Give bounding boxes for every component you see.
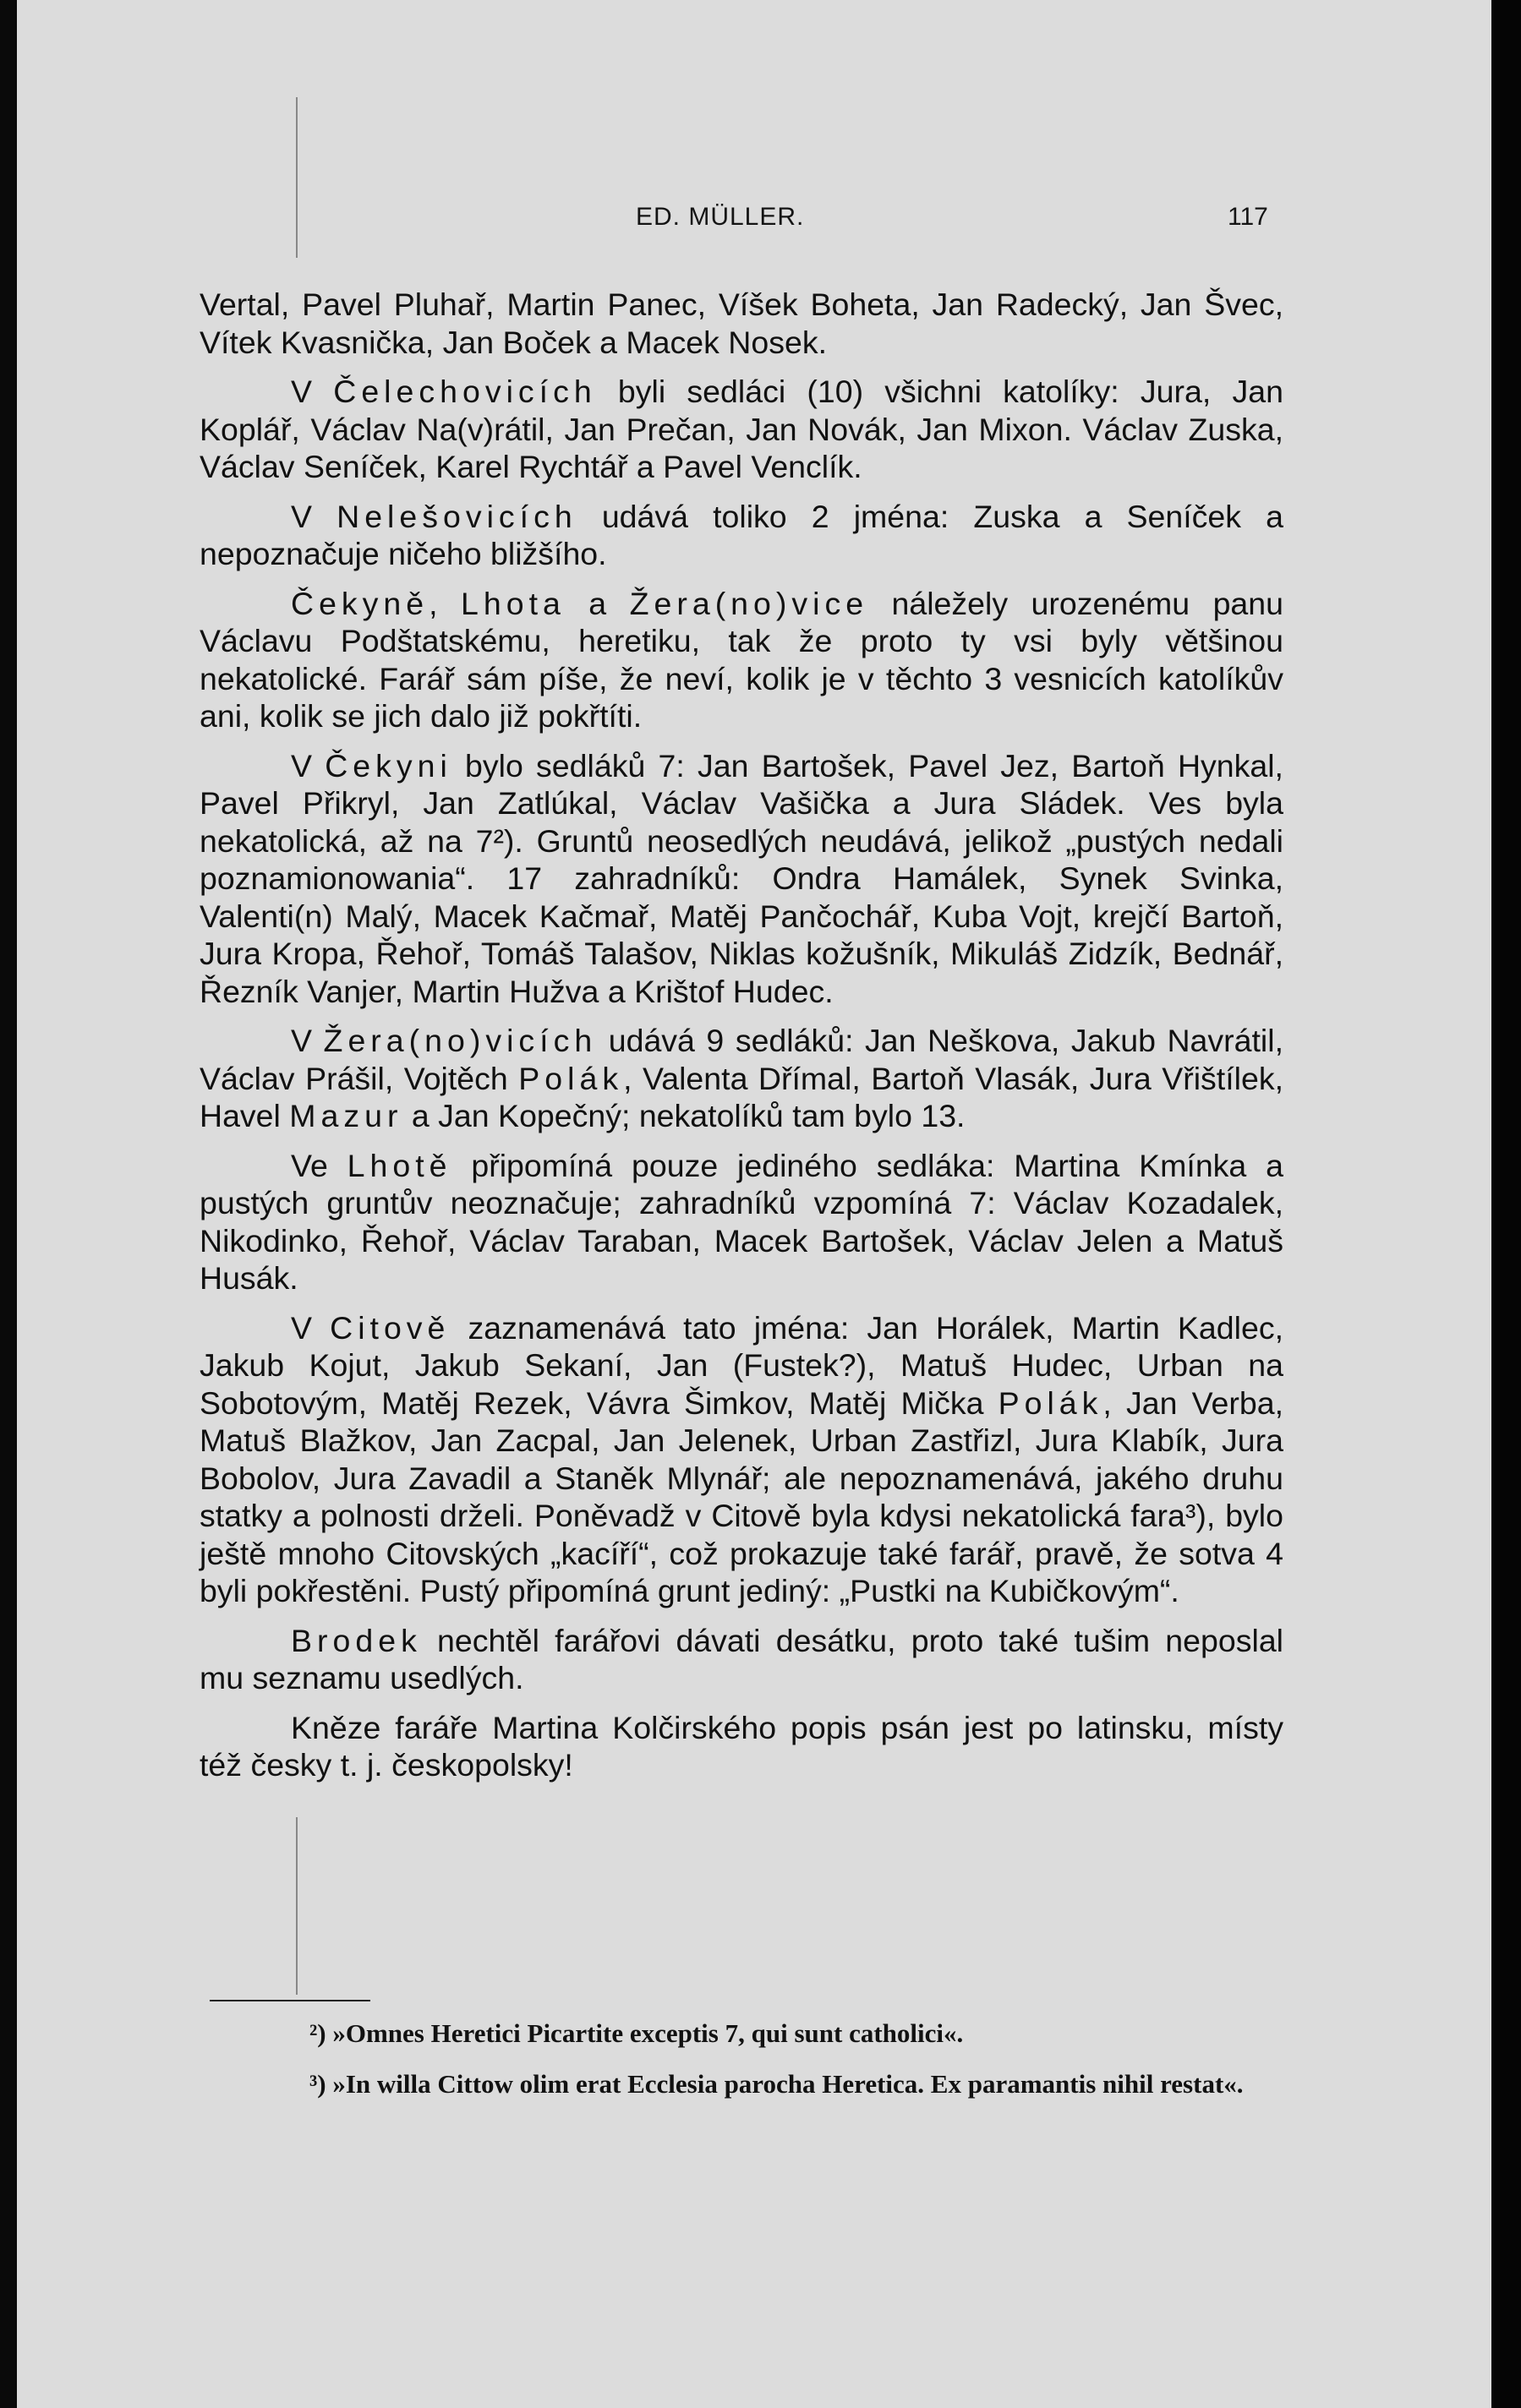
text-run: zaznamenává tato jména: Jan Horálek, Martin Kadlec, Jakub Kojut, Jakub Sekaní, Jan (Fustek?), Matuš Hudec, Urban na Sobotovým, Matěj Rezek, Vávra Šimkov, Matěj Mička <box>200 1309 1283 1421</box>
spaced-name: Lhota <box>461 585 566 621</box>
text-run: a Jan Kopečný; nekatolíků tam bylo 13. <box>402 1098 966 1133</box>
text-run: , Valenta Dřímal, Bartoň Vlasák, Jura Vřištílek, Havel <box>200 1060 1283 1133</box>
text-run: nechtěl farářovi dávati desátku, proto také tušim neposlal mu seznamu usedlých. <box>200 1622 1283 1695</box>
margin-mark <box>296 1817 298 1995</box>
footnote: ²) »Omnes Heretici Picartite exceptis 7, qui sunt catholici«. <box>309 2018 964 2048</box>
footnote-rule <box>210 2000 370 2001</box>
text-run: Ve <box>291 1147 347 1183</box>
text-run: udává toliko 2 jména: Zuska a Seníček a nepoznačuje ničeho bližšího. <box>200 498 1283 571</box>
scan-left-border <box>0 0 17 2408</box>
text-run: V <box>291 747 326 784</box>
body-text <box>200 286 1283 1796</box>
page-number: 117 <box>1228 203 1268 231</box>
spaced-name: Brodek <box>291 1622 422 1658</box>
text-run: V <box>291 1023 324 1058</box>
paragraph <box>200 1022 1283 1135</box>
spaced-name: Žera(no)vicích <box>323 1023 598 1058</box>
spaced-name: Polák <box>518 1060 624 1096</box>
paragraph <box>200 286 1283 361</box>
text-run: bylo sedláků 7: Jan Bartošek, Pavel Jez, Bartoň Hynkal, Pavel Přikryl, Jan Zatlúkal, Václav Vašička a Jura Sládek. Ves byla nekatolická, až na 7²). Gruntů neosedlých neudává, jelikož „pustých nedali poznamionowania“. 17 zahradníků: Ondra Hamálek, Synek Svinka, Valenti(n) Malý, Macek Kačmař, Matěj Pančochář, Kuba Vojt, krejčí Bartoň, Jura Kropa, Řehoř, Tomáš Talašov, Niklas kožušník, Mikuláš Zidzík, Bednář, Řezník Vanjer, Martin Hužva a Krištof Hudec. <box>200 747 1283 1009</box>
paragraph <box>200 1709 1283 1784</box>
text-run: , Jan Verba, Matuš Blažkov, Jan Zacpal, Jan Jelenek, Urban Zastřizl, Jura Klabík, Jura Bobolov, Jura Zavadil a Staněk Mlynář; ale nepoznamenává, jakého druhu statky a polnosti drželi. Poněvadž v Citově byla kdysi nekatolická fara³), bylo ještě mnoho Citovských „kacíří“, což prokazuje také farář, pravě, že sotva 4 byli pokřestěni. Pustý připomíná grunt jediný: „Pustki na Kubičkovým“. <box>200 1384 1283 1608</box>
text-run: Vertal, Pavel Pluhař, Martin Panec, Víšek Boheta, Jan Radecký, Jan Švec, Vítek Kvasnička, Jan Boček a Macek Nosek. <box>200 287 1283 360</box>
spaced-name: Mazur <box>289 1098 403 1133</box>
text-run: a <box>565 585 630 621</box>
text-run: byli sedláci (10) všichni katolíky: Jura, Jan Koplář, Václav Na(v)rátil, Jan Prečan, Jan Novák, Jan Mixon. Václav Zuska, Václav Seníček, Karel Rychtář a Pavel Venclík. <box>200 374 1283 484</box>
paragraph <box>200 1147 1283 1297</box>
spaced-name: Citově <box>330 1309 451 1346</box>
text-run: Kněze faráře Martina Kolčirského popis psán jest po latinsku, místy též česky t. j. českopolsky! <box>200 1709 1283 1783</box>
running-head-title: ED. MÜLLER. <box>636 203 805 231</box>
scan-right-border <box>1491 0 1521 2408</box>
spaced-name: Čelechovicích <box>333 374 597 409</box>
book-page <box>17 0 1491 2408</box>
text-run: V <box>291 374 334 409</box>
footnote: ³) »In willa Cittow olim erat Ecclesia parocha Heretica. Ex paramantis nihil restat«. <box>309 2069 1244 2099</box>
spaced-name: Nelešovicích <box>336 498 577 534</box>
paragraph <box>200 585 1283 735</box>
text-run: udává 9 sedláků: Jan Neškova, Jakub Navrátil, Václav Prášil, Vojtěch <box>200 1023 1283 1096</box>
text-run: V <box>291 498 337 534</box>
paragraph <box>200 373 1283 486</box>
paragraph <box>200 1309 1283 1610</box>
spaced-name: Čekyně <box>291 585 429 621</box>
paragraph <box>200 747 1283 1011</box>
paragraph <box>200 1622 1283 1697</box>
text-run: připomíná pouze jediného sedláka: Martina Kmínka a pustých gruntův neoznačuje; zahradníků vzpomíná 7: Václav Kozadalek, Nikodinko, Řehoř, Václav Taraban, Macek Bartošek, Václav Jelen a Matuš Husák. <box>200 1147 1284 1296</box>
paragraph <box>200 498 1283 573</box>
spaced-name: Žera(no)vice <box>629 585 869 621</box>
spaced-name: Čekyni <box>325 747 452 784</box>
spaced-name: Polák <box>998 1384 1103 1421</box>
text-run: , <box>429 585 462 621</box>
text-run: V <box>291 1309 331 1346</box>
footnotes <box>200 2016 1283 2117</box>
running-head <box>17 203 1491 237</box>
text-run: náležely urozenému panu Václavu Podštatskému, heretiku, tak že proto ty vsi byly většinou nekatolické. Farář sám píše, že neví, kolik je v těchto 3 vesnicích katolíkův ani, kolik se jich dalo již pokřtíti. <box>200 585 1283 734</box>
spaced-name: Lhotě <box>347 1147 452 1183</box>
